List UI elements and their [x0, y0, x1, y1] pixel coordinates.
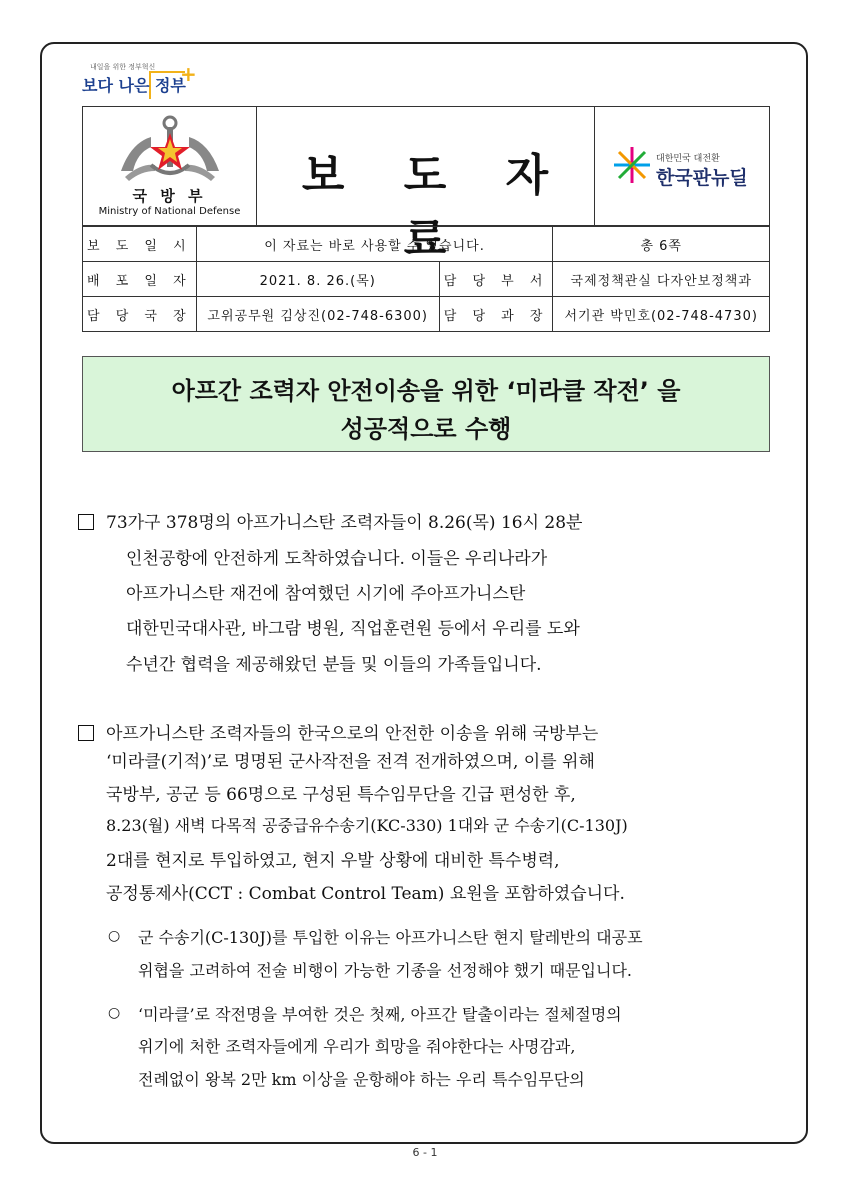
- para2-line-2: ‘미라클(기적)’로 명명된 군사작전을 전격 전개하였으며, 이를 위해: [106, 752, 595, 772]
- para2-line-3: 국방부, 공군 등 66명으로 구성된 특수임무단을 긴급 편성한 후,: [106, 785, 576, 805]
- para2-line-1: 아프가니스탄 조력자들의 한국으로의 안전한 이송을 위해 국방부는: [106, 724, 599, 744]
- para1-line-3: 아프가니스탄 재건에 참여했던 시기에 주아프가니스탄: [126, 584, 526, 604]
- gov-logo-tagline: 내일을 위한 정부혁신: [90, 63, 156, 71]
- square-bullet-icon: [78, 725, 94, 741]
- distribution-date-value: 2021. 8. 26.(목): [196, 262, 439, 297]
- partner-logo-name: 한국판뉴딜: [656, 167, 748, 189]
- para1-line-2: 인천공항에 안전하게 도착하였습니다. 이들은 우리나라가: [126, 549, 548, 569]
- sub2-line-1: ‘미라클’로 작전명을 부여한 것은 첫째, 아프간 탈출이라는 절체절명의: [138, 1005, 622, 1024]
- circle-bullet-icon: ○: [108, 1005, 121, 1021]
- government-innovation-logo: [80, 62, 210, 104]
- partner-logo-cell: [594, 107, 769, 225]
- para1-line-5: 수년간 협력을 제공해왔던 분들 및 이들의 가족들입니다.: [126, 655, 542, 675]
- table-row: [83, 227, 770, 262]
- gov-logo-name: 보다 나은 정부: [82, 76, 186, 95]
- total-pages-value: 총 6쪽: [553, 227, 770, 262]
- sub1-line-1: 군 수송기(C-130J)를 투입한 이유는 아프가니스탄 현지 탈레반의 대공포: [138, 928, 643, 947]
- sub2-line-3: 전례없이 왕복 2만 km 이상을 운항해야 하는 우리 특수임무단의: [138, 1070, 585, 1089]
- square-bullet-icon: [78, 514, 94, 530]
- sub1-line-2: 위협을 고려하여 전술 비행이 가능한 기종을 선정해야 했기 때문입니다.: [138, 961, 632, 980]
- headline-line-2: 성공적으로 수행: [340, 415, 512, 443]
- headline-line-1: 아프간 조력자 안전이송을 위한 ‘미라클 작전’ 을: [171, 377, 681, 405]
- director-value: 고위공무원 김상진(02-748-6300): [196, 297, 439, 332]
- table-row: [83, 297, 770, 332]
- ministry-cell: [83, 107, 257, 225]
- para2-line-5: 2대를 현지로 투입하였고, 현지 우발 상황에 대비한 특수병력,: [106, 851, 560, 871]
- release-time-label: 보 도 일 시: [83, 227, 197, 262]
- partner-logo-tagline: 대한민국 대전환: [656, 154, 720, 164]
- manager-value: 서기관 박민호(02-748-4730): [553, 297, 770, 332]
- para2-line-6: 공정통제사(CCT : Combat Control Team) 요원을 포함하였습니다.: [106, 884, 625, 904]
- headline-box: [82, 356, 770, 452]
- distribution-date-label: 배 포 일 자: [83, 262, 197, 297]
- release-time-value: 이 자료는 바로 사용할 수 있습니다.: [196, 227, 553, 262]
- department-label: 담 당 부 서: [439, 262, 553, 297]
- release-info-table: [82, 226, 770, 332]
- korean-new-deal-icon: [612, 145, 652, 185]
- press-release-title: 보 도 자 료: [301, 150, 571, 265]
- sub2-line-2: 위기에 처한 조력자들에게 우리가 희망을 줘야한다는 사명감과,: [138, 1037, 576, 1056]
- ministry-name-english: Ministry of National Defense: [98, 206, 241, 217]
- para1-line-4: 대한민국대사관, 바그람 병원, 직업훈련원 등에서 우리를 도와: [126, 619, 580, 639]
- page-number: 6 - 1: [412, 1146, 438, 1159]
- ministry-name-korean: 국 방 부: [132, 187, 207, 205]
- plus-icon: +: [180, 62, 197, 86]
- director-label: 담 당 국 장: [83, 297, 197, 332]
- ministry-emblem-icon: [111, 113, 229, 185]
- para1-line-1: 73가구 378명의 아프가니스탄 조력자들이 8.26(목) 16시 28분: [106, 513, 583, 533]
- table-row: [83, 262, 770, 297]
- para2-line-4: 8.23(월) 새벽 다목적 공중급유수송기(KC-330) 1대와 군 수송기(C-130J): [106, 816, 628, 835]
- department-value: 국제정책관실 다자안보정책과: [553, 262, 770, 297]
- circle-bullet-icon: ○: [108, 928, 121, 944]
- manager-label: 담 당 과 장: [439, 297, 553, 332]
